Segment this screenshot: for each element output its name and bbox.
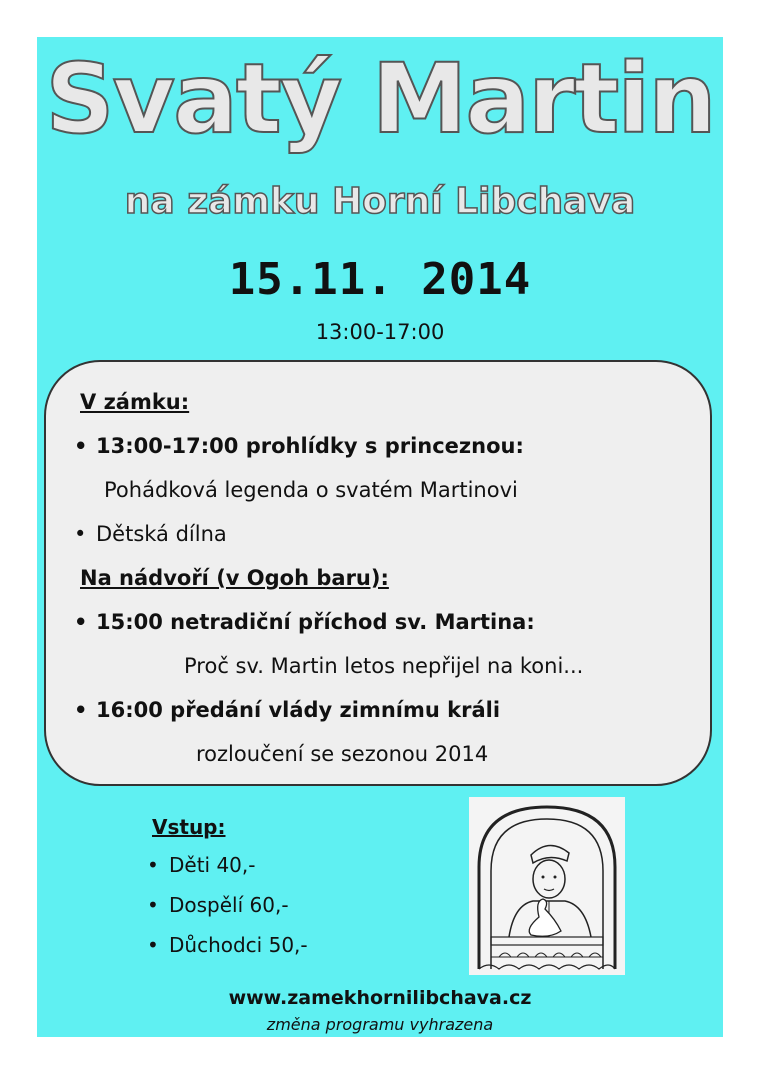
program-change-note: změna programu vyhrazena <box>266 1015 494 1034</box>
event-date: 15.11. 2014 <box>228 254 532 305</box>
poster-title: Svatý Martin <box>45 43 715 155</box>
castle-item-1-sub: Pohádková legenda o svatém Martinovi <box>104 478 518 502</box>
castle-item-2-text: Dětská dílna <box>96 522 227 546</box>
bullet-icon: • <box>74 610 88 634</box>
castle-heading: V zámku: <box>80 390 190 414</box>
courtyard-item-1-text: 15:00 netradiční příchod sv. Martina: <box>96 610 535 634</box>
bullet-icon: • <box>74 434 88 458</box>
bullet-icon: • <box>147 893 159 917</box>
castle-item-2 <box>74 524 227 545</box>
courtyard-item-1-sub: Proč sv. Martin letos nepřijel na koni... <box>184 654 584 678</box>
entry-item: • Děti 40,- <box>147 853 256 877</box>
courtyard-heading: Na nádvoří (v Ogoh baru): <box>80 566 389 590</box>
courtyard-item-2-text: 16:00 předání vlády zimnímu králi <box>96 698 501 722</box>
program-box <box>44 360 712 786</box>
saint-martin-drawing-icon <box>469 797 625 975</box>
bullet-icon: • <box>147 853 159 877</box>
poster-subtitle: na zámku Horní Libchava <box>124 181 636 222</box>
bullet-icon: • <box>74 698 88 722</box>
event-time: 13:00-17:00 <box>315 320 445 344</box>
website-link[interactable]: www.zamekhornilibchava.cz <box>228 987 532 1009</box>
bullet-icon: • <box>74 522 87 546</box>
courtyard-item-2-sub: rozloučení se sezonou 2014 <box>196 742 489 766</box>
castle-item-1-text: 13:00-17:00 prohlídky s princeznou: <box>96 434 524 458</box>
poster <box>37 37 723 1037</box>
bullet-icon: • <box>147 933 159 957</box>
entry-item: • Dospělí 60,- <box>147 893 289 917</box>
courtyard-item-1 <box>74 612 535 633</box>
saint-martin-illustration <box>469 797 625 975</box>
courtyard-item-2 <box>74 700 500 721</box>
castle-item-1 <box>74 436 524 457</box>
entry-heading: Vstup: <box>152 815 226 839</box>
entry-item: • Důchodci 50,- <box>147 933 308 957</box>
